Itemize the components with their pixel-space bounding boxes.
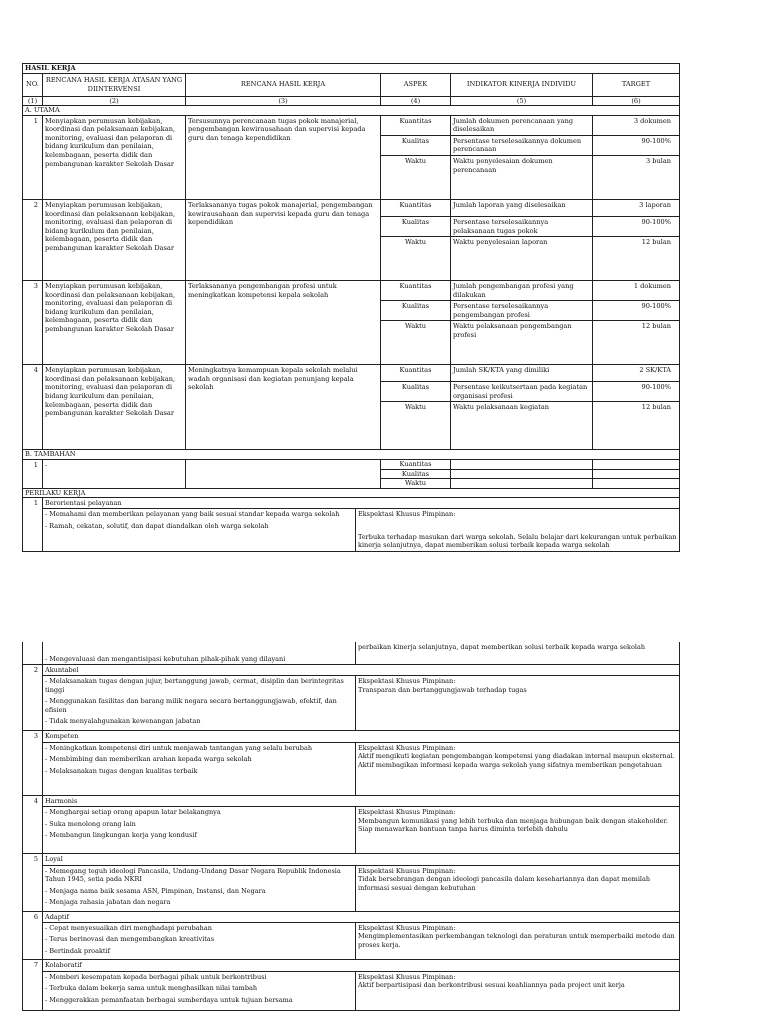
target-cell: 90-100% xyxy=(593,135,680,155)
ekspektasi-text: Transparan dan bertanggungjawab terhadap tugas xyxy=(358,685,527,694)
perilaku-line: - Memegang teguh ideologi Pancasila, Undang-Undang Dasar Negara Republik Indonesia Tahun 1945, setia pada NKRI xyxy=(45,866,341,884)
hasil-kerja-table xyxy=(22,63,680,498)
rencana-cell: Terlaksananya pengembangan profesi untuk meningkatkan kompetensi kepala sekolah xyxy=(186,281,381,365)
indikator-cell: Jumlah SK/KTA yang dimiliki xyxy=(451,365,593,382)
ekspektasi-text: Terbuka terhadap masukan dari warga sekolah. Selalu belajar dari kekurangan untuk perbaikan kinerja selanjutnya, dapat memberikan solusi terbaik kepada warga sekolah xyxy=(358,532,677,550)
col-number: (1) xyxy=(23,96,43,106)
rencana-atasan-cell: Menyiapkan perumusan kebijakan, koordinasi dan pelaksanaan kebijakan, monitoring, evaluasi dan pelaporan di bidang kurikulum dan penilaian, kelembagaan, peserta didik dan pembangunan karakter Sekolah Dasar xyxy=(43,115,186,199)
section-title-utama: A. UTAMA xyxy=(23,106,680,116)
perilaku-title: Berorientasi pelayanan xyxy=(43,498,680,509)
perilaku-line: - Terbuka dalam bekerja sama untuk menghasilkan nilai tambah xyxy=(45,984,258,993)
ekspektasi-label: Ekspektasi Khusus Pimpinan: xyxy=(358,972,456,981)
col-header-indikator: INDIKATOR KINERJA INDIVIDU xyxy=(451,73,593,96)
row-number: 1 xyxy=(23,498,43,552)
perilaku-line: - Membangun lingkungan kerja yang kondusif xyxy=(45,831,197,840)
target-cell xyxy=(593,469,680,479)
indikator-cell: Persentase terselesaikannya pengembangan profesi xyxy=(451,301,593,321)
col-number: (6) xyxy=(593,96,680,106)
target-cell: 90-100% xyxy=(593,216,680,236)
perilaku-line: - Bertindak proaktif xyxy=(45,946,111,955)
col-number: (5) xyxy=(451,96,593,106)
perilaku-line: - Memahami dan memberikan pelayanan yang baik sesuai standar kepada warga sekolah xyxy=(45,510,340,519)
indikator-cell: Jumlah pengembangan profesi yang dilakukan xyxy=(451,281,593,301)
perilaku-line: - Suka menolong orang lain xyxy=(45,819,136,828)
indikator-cell: Jumlah laporan yang diselesaikan xyxy=(451,199,593,216)
aspek-cell: Kuantitas xyxy=(381,115,451,135)
row-number: 7 xyxy=(23,960,43,1010)
target-cell: 12 bulan xyxy=(593,237,680,281)
perilaku-line: - Memberi kesempatan kepada berbagai pihak untuk berkontribusi xyxy=(45,972,267,981)
aspek-cell: Kuantitas xyxy=(381,199,451,216)
perilaku-line: - Terus berinovasi dan mengembangkan kreativitas xyxy=(45,935,215,944)
perilaku-title: Adaptif xyxy=(43,911,680,922)
row-number: 1 xyxy=(23,460,43,489)
indikator-cell: Waktu pelaksanaan pengembangan profesi xyxy=(451,321,593,365)
indikator-cell xyxy=(451,479,593,489)
rencana-atasan-cell: Menyiapkan perumusan kebijakan, koordinasi dan pelaksanaan kebijakan, monitoring, evaluasi dan pelaporan di bidang kurikulum dan penilaian, kelembagaan, peserta didik dan pembangunan karakter Sekolah Dasar xyxy=(43,281,186,365)
perilaku-line: - Menggunakan fasilitas dan barang milik negara secara bertanggungjawab, efektif, dan efisien xyxy=(45,697,337,714)
perilaku-item xyxy=(23,854,680,865)
indikator-cell: Jumlah dokumen perencanaan yang diselesaikan xyxy=(451,115,593,135)
perilaku-line: - Menjaga rahasia jabatan dan negara xyxy=(45,898,171,907)
ekspektasi-text: Aktif berpartisipasi dan berkontribusi sesuai keahliannya pada project unit kerja xyxy=(358,981,625,990)
aspek-cell: Kuantitas xyxy=(381,281,451,301)
target-cell xyxy=(593,460,680,470)
rencana-atasan-cell: - xyxy=(43,460,186,489)
perilaku-kerja-table xyxy=(22,497,680,552)
target-cell: 12 bulan xyxy=(593,321,680,365)
perilaku-line: - Cepat menyesuaikan diri menghadapi perubahan xyxy=(45,923,212,932)
section-title-perilaku: PERILAKU KERJA xyxy=(23,488,680,498)
rencana-cell xyxy=(186,460,381,489)
target-cell: 90-100% xyxy=(593,382,680,402)
rencana-cell: Tersusunnya perencanaan tugas pokok manajerial, pengembangan kewirausahaan dan supervisi kepada guru dan tenaga kependidikan xyxy=(186,115,381,199)
perilaku-line: - Meningkatkan kompetensi diri untuk menjawab tantangan yang selalu berubah xyxy=(45,743,313,752)
ekspektasi-text: Membangun komunikasi yang lebih terbuka dan menjaga hubungan baik dengan stakeholder. Siap menawarkan bantuan tanpa harus diminta terlebih dahulu xyxy=(358,816,668,834)
perilaku-title: Harmonis xyxy=(43,795,680,806)
perilaku-item xyxy=(23,960,680,971)
target-cell: 90-100% xyxy=(593,301,680,321)
indikator-cell xyxy=(451,469,593,479)
row-number: 1 xyxy=(23,115,43,199)
perilaku-line: - Membimbing dan memberikan arahan kepada warga sekolah xyxy=(45,755,252,764)
utama-row xyxy=(23,281,680,301)
indikator-cell: Waktu penyelesaian laporan xyxy=(451,237,593,281)
indikator-cell xyxy=(451,460,593,470)
perilaku-line: - Melaksanakan tugas dengan jujur, bertanggung jawab, cermat, disiplin dan berintegritas tinggi xyxy=(45,677,344,694)
col-number: (3) xyxy=(186,96,381,106)
row-number: 2 xyxy=(23,199,43,280)
indikator-cell: Persentase terselesaikannya pelaksanaan tugas pokok xyxy=(451,216,593,236)
aspek-cell: Kualitas xyxy=(381,135,451,155)
target-cell xyxy=(593,479,680,489)
perilaku-line: - Mengevaluasi dan mengantisipasi kebutuhan pihak-pihak yang dilayani xyxy=(43,642,356,665)
col-header-rencana-atasan: RENCANA HASIL KERJA ATASAN YANG DIINTERVENSI xyxy=(43,73,186,96)
target-cell: 1 dokumen xyxy=(593,281,680,301)
section-title-tambahan: B. TAMBAHAN xyxy=(23,450,680,460)
target-cell: 3 laporan xyxy=(593,199,680,216)
perilaku-title: Kolaboratif xyxy=(43,960,680,971)
aspek-cell: Waktu xyxy=(381,479,451,489)
perilaku-line: - Tidak menyalahgunakan kewenangan jabatan xyxy=(45,717,201,726)
ekspektasi-text: Aktif mengikuti kegiatan pengembangan kompetensi yang diadakan internal maupun eksternal. Aktif membagikan informasi kepada warga sekolah yang sifatnya memberikan pengetahuan xyxy=(358,752,675,769)
aspek-cell: Waktu xyxy=(381,155,451,199)
section-title-hasil-kerja: HASIL KERJA xyxy=(23,64,680,74)
ekspektasi-text: Mengimplementasikan perkembangan teknologi dan peraturan untuk memperbaiki metode dan proses kerja. xyxy=(358,932,675,949)
perilaku-title: Akuntabel xyxy=(43,665,680,676)
aspek-cell: Kualitas xyxy=(381,301,451,321)
col-header-aspek: ASPEK xyxy=(381,73,451,96)
col-header-rencana: RENCANA HASIL KERJA xyxy=(186,73,381,96)
perilaku-line: - Menjaga nama baik sesama ASN, Pimpinan, Instansi, dan Negara xyxy=(45,886,266,895)
perilaku-title: Kompeten xyxy=(43,731,680,742)
perilaku-line: - Menghargai setiap orang apapun latar belakangnya xyxy=(45,808,221,817)
ekspektasi-text: Tidak bersebrangan dengan ideologi pancasila dalam kesehariannya dan dapat memilah informasi sesuai dengan kebutuhan xyxy=(358,875,651,892)
rencana-atasan-cell: Menyiapkan perumusan kebijakan, koordinasi dan pelaksanaan kebijakan, monitoring, evaluasi dan pelaporan di bidang kurikulum dan penilaian, kelembagaan, peserta didik dan pembangunan karakter Sekolah Dasar xyxy=(43,365,186,450)
rencana-atasan-cell: Menyiapkan perumusan kebijakan, koordinasi dan pelaksanaan kebijakan, monitoring, evaluasi dan pelaporan di bidang kurikulum dan penilaian, kelembagaan, peserta didik dan pembangunan karakter Sekolah Dasar xyxy=(43,199,186,280)
col-header-target: TARGET xyxy=(593,73,680,96)
row-number: 2 xyxy=(23,665,43,731)
perilaku-item xyxy=(23,665,680,676)
col-number: (2) xyxy=(43,96,186,106)
row-number: 6 xyxy=(23,911,43,960)
perilaku-line: - Menggerakkan pemanfaatan berbagai sumberdaya untuk tujuan bersama xyxy=(45,995,293,1004)
ekspektasi-label: Ekspektasi Khusus Pimpinan: xyxy=(358,677,456,686)
col-header-no: NO. xyxy=(23,73,43,96)
perilaku-line: - Ramah, cekatan, solutif, dan dapat diandalkan oleh warga sekolah xyxy=(45,521,269,530)
col-number: (4) xyxy=(381,96,451,106)
utama-row xyxy=(23,365,680,382)
aspek-cell: Waktu xyxy=(381,321,451,365)
row-number: 5 xyxy=(23,854,43,911)
aspek-cell: Kuantitas xyxy=(381,365,451,382)
indikator-cell: Persentase terselesaikannya dokumen perencanaan xyxy=(451,135,593,155)
perilaku-title: Loyal xyxy=(43,854,680,865)
rencana-cell: Terlaksananya tugas pokok manajerial, pengembangan kewirausahaan dan supervisi kepada guru dan tenaga kependidikan xyxy=(186,199,381,280)
ekspektasi-label: Ekspektasi Khusus Pimpinan: xyxy=(358,923,456,932)
target-cell: 2 SK/KTA xyxy=(593,365,680,382)
perilaku-item xyxy=(23,731,680,742)
indikator-cell: Persentase keikutsertaan pada kegiatan organisasi profesi xyxy=(451,382,593,402)
target-cell: 12 bulan xyxy=(593,402,680,450)
target-cell: 3 dokumen xyxy=(593,115,680,135)
utama-row xyxy=(23,115,680,135)
document-page-2 xyxy=(0,642,768,1024)
ekspektasi-label: Ekspektasi Khusus Pimpinan: xyxy=(358,743,456,752)
row-number: 3 xyxy=(23,281,43,365)
ekspektasi-label: Ekspektasi Khusus Pimpinan: xyxy=(358,510,456,519)
perilaku-kerja-table-continued xyxy=(22,642,680,1011)
aspek-cell: Kualitas xyxy=(381,216,451,236)
row-number: 4 xyxy=(23,365,43,450)
perilaku-item xyxy=(23,795,680,806)
indikator-cell: Waktu pelaksanaan kegiatan xyxy=(451,402,593,450)
utama-row xyxy=(23,199,680,216)
aspek-cell: Waktu xyxy=(381,237,451,281)
row-number: 3 xyxy=(23,731,43,795)
ekspektasi-text: perbaikan kinerja selanjutnya, dapat memberikan solusi terbaik kepada warga sekolah xyxy=(356,642,680,665)
aspek-cell: Kuantitas xyxy=(381,460,451,470)
ekspektasi-label: Ekspektasi Khusus Pimpinan: xyxy=(358,866,456,875)
indikator-cell: Waktu penyelesaian dokumen perencanaan xyxy=(451,155,593,199)
tambahan-row xyxy=(23,460,680,470)
perilaku-item xyxy=(23,911,680,922)
aspek-cell: Waktu xyxy=(381,402,451,450)
aspek-cell: Kualitas xyxy=(381,382,451,402)
ekspektasi-label: Ekspektasi Khusus Pimpinan: xyxy=(358,808,456,817)
aspek-cell: Kualitas xyxy=(381,469,451,479)
perilaku-line: - Melaksanakan tugas dengan kualitas terbaik xyxy=(45,766,198,775)
row-number: 4 xyxy=(23,795,43,853)
rencana-cell: Meningkatnya kemampuan kepala sekolah melalui wadah organisasi dan kegiatan penunjang kepala sekolah xyxy=(186,365,381,450)
target-cell: 3 bulan xyxy=(593,155,680,199)
